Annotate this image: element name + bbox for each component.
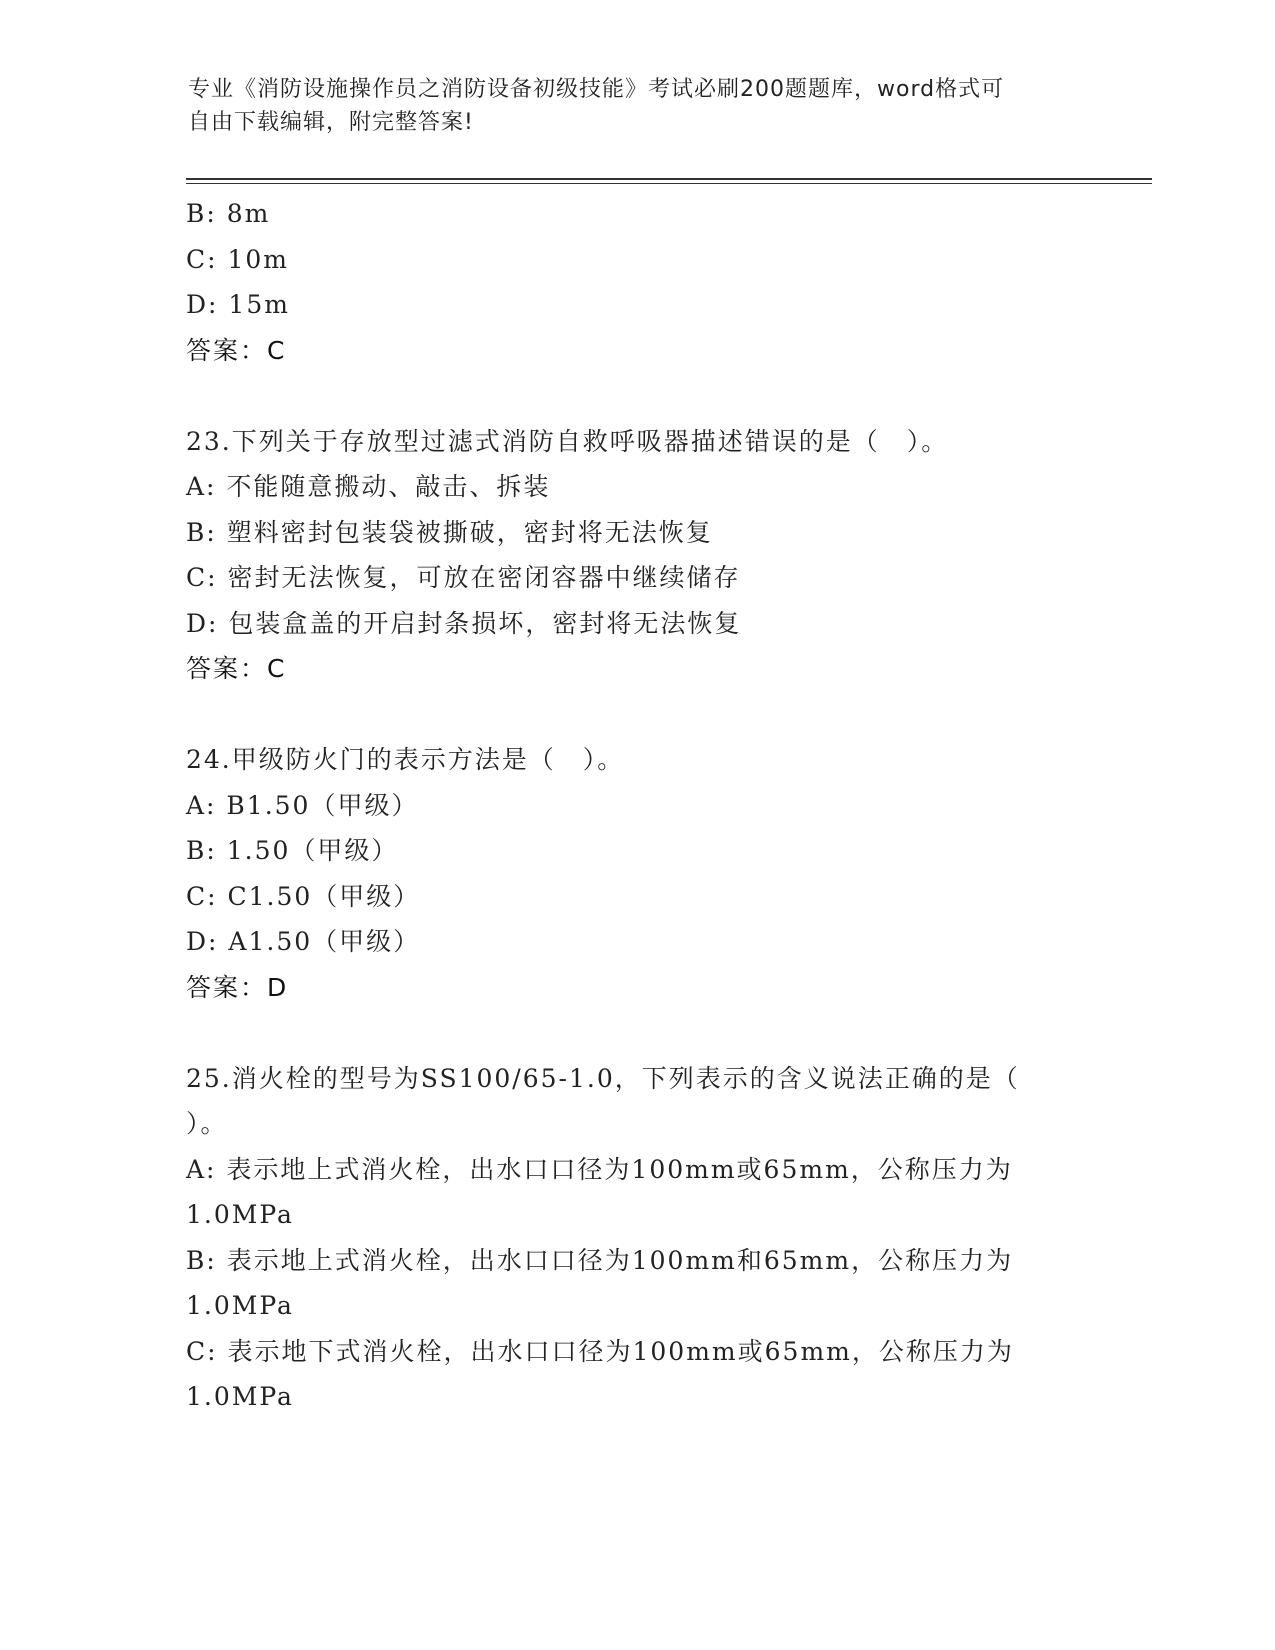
option-d: D: A1.50（甲级） xyxy=(186,927,421,956)
option-b: B: 塑料密封包装袋被撕破，密封将无法恢复 xyxy=(186,517,713,547)
option-a: A: 表示地上式消火栓，出水口口径为100mm或65mm，公称压力为 xyxy=(186,1154,1013,1184)
option-c: C: 表示地下式消火栓，出水口口径为100mm或65mm，公称压力为 xyxy=(186,1336,1014,1366)
option-b: B: 8m xyxy=(186,199,271,228)
option-d: D: 15m xyxy=(186,290,290,319)
option-b-continued: 1.0MPa xyxy=(186,1291,294,1320)
option-b: B: 表示地上式消火栓，出水口口径为100mm和65mm，公称压力为 xyxy=(186,1245,1014,1275)
question-22-tail xyxy=(186,191,1086,373)
spacer xyxy=(186,373,1086,419)
question-stem-line-1: 25.消火栓的型号为SS100/65-1.0，下列表示的含义说法正确的是（ xyxy=(186,1063,1020,1093)
option-c: C: 密封无法恢复，可放在密闭容器中继续储存 xyxy=(186,563,741,592)
option-c-continued: 1.0MPa xyxy=(186,1382,294,1411)
answer-line: 答案：C xyxy=(186,335,287,365)
question-stem: 23.下列关于存放型过滤式消防自救呼吸器描述错误的是（ ）。 xyxy=(186,426,949,456)
option-c: C: C1.50（甲级） xyxy=(186,881,421,911)
option-a: A: 不能随意搬动、敲击、拆装 xyxy=(186,472,551,501)
option-c: C: 10m xyxy=(186,244,290,274)
answer-line: 答案：D xyxy=(186,972,289,1002)
answer-line: 答案：C xyxy=(186,654,287,683)
question-23 xyxy=(186,419,1086,692)
spacer xyxy=(186,1010,1086,1056)
header-line-1: 专业《消防设施操作员之消防设备初级技能》考试必刷200题题库，word格式可 xyxy=(188,77,1005,102)
option-a: A: B1.50（甲级） xyxy=(186,790,419,820)
header-line-2: 自由下载编辑，附完整答案! xyxy=(188,110,474,135)
spacer xyxy=(186,692,1086,738)
option-b: B: 1.50（甲级） xyxy=(186,836,399,865)
question-stem-line-2: ）。 xyxy=(186,1109,228,1138)
question-stem: 24.甲级防火门的表示方法是（ ）。 xyxy=(186,745,625,774)
question-content xyxy=(186,191,1086,1420)
document-header xyxy=(188,73,1068,139)
question-24 xyxy=(186,737,1086,1010)
option-d: D: 包装盒盖的开启封条损坏，密封将无法恢复 xyxy=(186,608,742,638)
header-divider xyxy=(186,178,1152,184)
option-a-continued: 1.0MPa xyxy=(186,1200,294,1229)
question-25 xyxy=(186,1056,1086,1420)
